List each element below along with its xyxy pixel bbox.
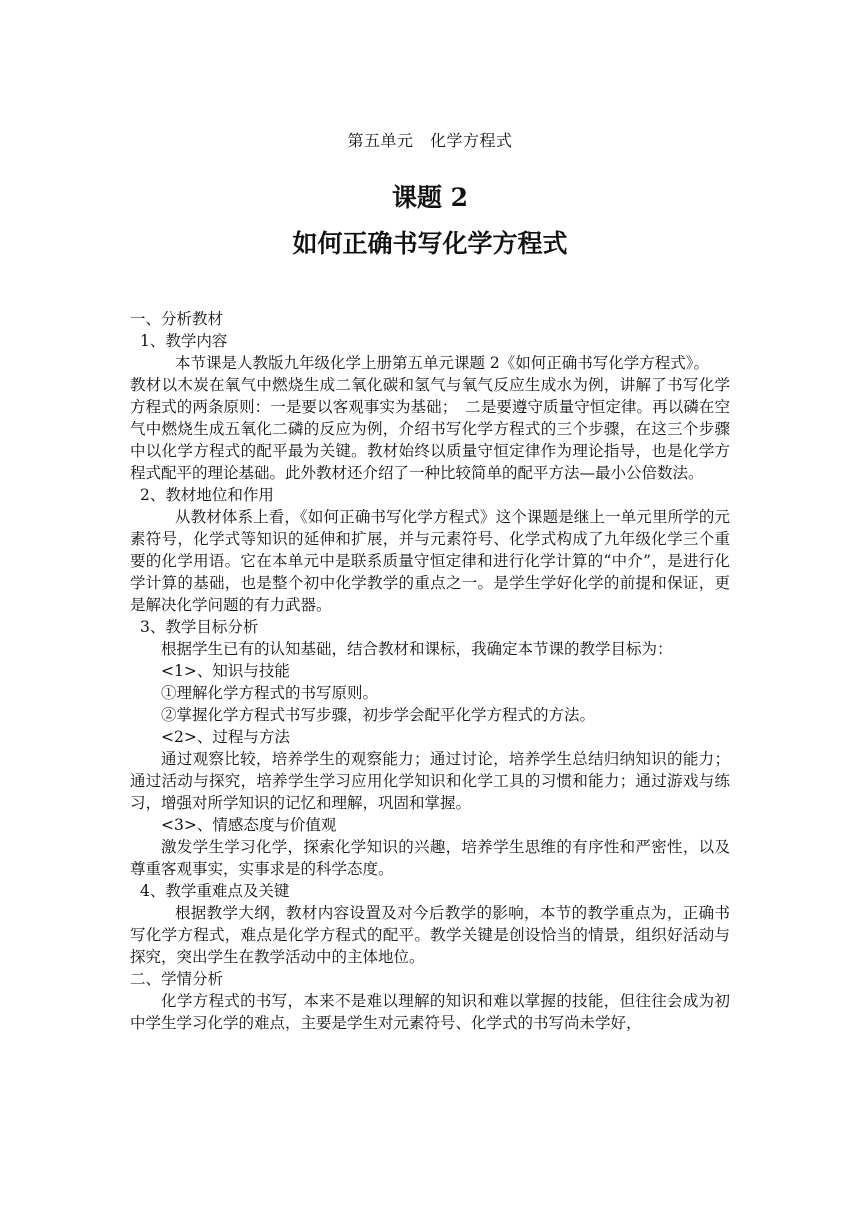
paragraph: 激发学生学习化学，探索化学知识的兴趣，培养学生思维的有序性和严密性，以及尊重客观事实，实事求是的科学态度。 <box>130 838 730 878</box>
goal-heading: <3>、情感态度与价值观 <box>161 816 337 834</box>
lesson-title: 如何正确书写化学方程式 <box>292 229 568 258</box>
section-heading: 一、分析教材 <box>130 310 224 328</box>
unit-title: 第五单元 化学方程式 <box>347 131 513 150</box>
paragraph: 根据教学大纲，教材内容设置及对今后教学的影响，本节的教学重点为，正确书写化学方程式，难点是化学方程式的配平。教学关键是创设恰当的情景，组织好活动与探究，突出学生在教学活动中的主体地位。 <box>130 904 730 966</box>
subsection-heading: 3、教学目标分析 <box>140 618 259 636</box>
section-heading: 二、学情分析 <box>130 970 224 988</box>
paragraph: 化学方程式的书写，本来不是难以理解的知识和难以掌握的技能，但往往会成为初中学生学习化学的难点，主要是学生对元素符号、化学式的书写尚未学好， <box>130 992 730 1032</box>
goal-heading: <2>、过程与方法 <box>161 728 290 746</box>
paragraph: 从教材体系上看，《如何正确书写化学方程式》这个课题是继上一单元里所学的元素符号，化学式等知识的延伸和扩展，并与元素符号、化学式构成了九年级化学三个重要的化学用语。它在本单元中是联系质量守恒定律和进行化学计算的“中介”，是进行化学计算的基础，也是整个初中化学教学的重点之一。是学生学好化学的前提和保证，更是解决化学问题的有力武器。 <box>130 508 730 614</box>
subsection-heading: 4、教学重难点及关键 <box>140 882 290 900</box>
paragraph: 教材以木炭在氧气中燃烧生成二氧化碳和氢气与氧气反应生成水为例，讲解了书写化学方程式的两条原则：一是要以客观事实为基础； 二是要遵守质量守恒定律。再以磷在空气中燃烧生成五氧化二磷的反应为例，介绍书写化学方程式的三个步骤，在这三个步骤中以化学方程式的配平最为关键。教材始终以质量守恒定律作为理论指导，也是化学方程式配平的理论基础。此外教材还介绍了一种比较简单的配平方法—最小公倍数法。 <box>130 376 730 482</box>
paragraph: 根据学生已有的认知基础，结合教材和课标，我确定本节课的教学目标为： <box>161 640 673 658</box>
subsection-heading: 2、教材地位和作用 <box>140 486 274 504</box>
subsection-heading: 1、教学内容 <box>140 332 228 350</box>
paragraph: 本节课是人教版九年级化学上册第五单元课题 2《如何正确书写化学方程式》。 <box>174 354 709 372</box>
goal-heading: <1>、知识与技能 <box>161 662 290 680</box>
paragraph: 通过观察比较，培养学生的观察能力；通过讨论，培养学生总结归纳知识的能力；通过活动与探究，培养学生学习应用化学知识和化学工具的习惯和能力；通过游戏与练习，增强对所学知识的记忆和理解，巩固和掌握。 <box>130 750 730 812</box>
goal-item: ②掌握化学方程式书写步骤，初步学会配平化学方程式的方法。 <box>161 706 596 724</box>
goal-item: ①理解化学方程式的书写原则。 <box>161 684 379 702</box>
lesson-number: 课题 2 <box>391 183 469 212</box>
document-body <box>130 308 730 1034</box>
